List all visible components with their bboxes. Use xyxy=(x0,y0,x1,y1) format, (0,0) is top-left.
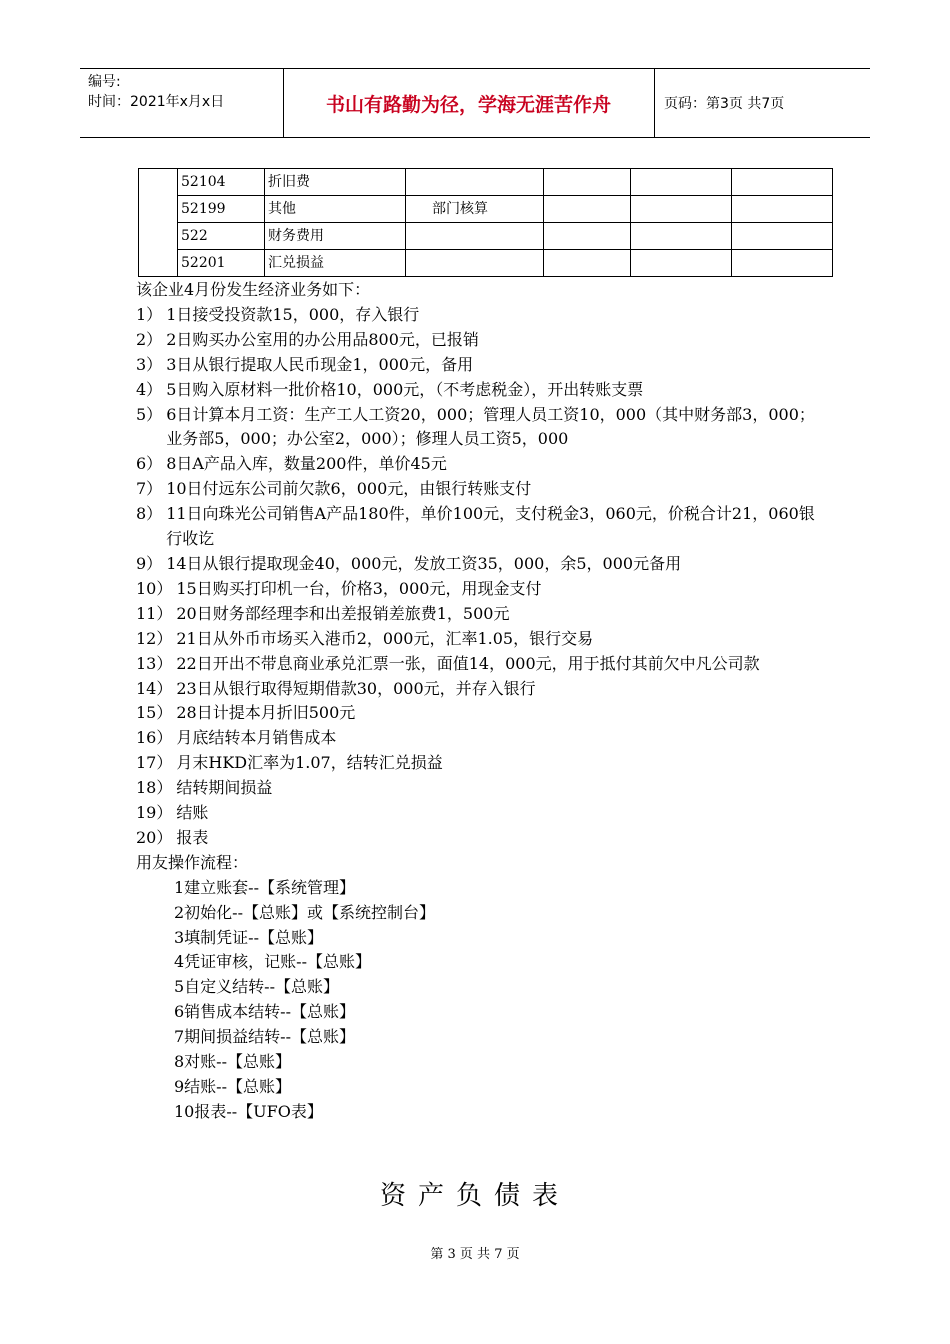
list-item xyxy=(136,751,826,776)
process-step: 1建立账套--【系统管理】 xyxy=(174,877,355,897)
list-item-number: 16） xyxy=(136,728,173,748)
list-item-text: 5日购入原材料一批价格10，000元，（不考虑税金），开出转账支票 xyxy=(166,379,644,399)
list-item xyxy=(136,627,826,652)
list-item-text: 21日从外币市场买入港币2，000元，汇率1.05，银行交易 xyxy=(176,628,594,648)
list-item xyxy=(136,701,826,726)
list-item-number: 4） xyxy=(136,379,163,399)
account-note xyxy=(406,169,544,196)
account-name: 汇兑损益 xyxy=(265,250,406,277)
table-cell xyxy=(732,196,833,223)
list-item-text: 6日计算本月工资：生产工人工资20，000；管理人员工资10，000（其中财务部3，000；业务部5，000；办公室2，000）；修理人员工资5，000 xyxy=(166,404,815,449)
process-step: 9结账--【总账】 xyxy=(174,1077,291,1096)
table-cell xyxy=(544,223,631,250)
header-meta xyxy=(80,69,284,137)
list-item xyxy=(136,677,826,702)
list-item-number: 14） xyxy=(136,678,173,698)
process-title: 用友操作流程： xyxy=(136,852,249,872)
list-item-number: 13） xyxy=(136,653,173,673)
list-item xyxy=(136,726,826,751)
account-code: 52104 xyxy=(178,169,265,196)
list-item xyxy=(136,303,826,328)
list-item-number: 5） xyxy=(136,404,163,424)
list-item-number: 6） xyxy=(136,454,163,474)
table-cell xyxy=(544,250,631,277)
account-name: 其他 xyxy=(265,196,406,223)
list-item-text: 1日接受投资款15，000，存入银行 xyxy=(166,304,420,324)
account-note xyxy=(406,223,544,250)
list-item-number: 12） xyxy=(136,628,173,648)
list-item xyxy=(136,378,826,403)
list-item-number: 19） xyxy=(136,803,173,823)
list-item xyxy=(136,328,826,353)
table-group-cell xyxy=(139,169,178,277)
list-item-text: 23日从银行取得短期借款30，000元，并存入银行 xyxy=(176,678,536,698)
list-item-text: 月底结转本月销售成本 xyxy=(176,728,337,748)
process-step: 2初始化--【总账】或【系统控制台】 xyxy=(174,902,435,922)
table-cell xyxy=(544,169,631,196)
header-page-info: 页码：第3页 共7页 xyxy=(664,96,785,112)
table-row xyxy=(139,250,833,277)
list-item xyxy=(136,502,826,552)
header-page-cell xyxy=(654,69,870,137)
list-item-number: 10） xyxy=(136,578,173,598)
account-note xyxy=(406,250,544,277)
account-code: 52199 xyxy=(178,196,265,223)
transactions-list xyxy=(136,303,826,851)
process-steps-list xyxy=(136,876,826,1125)
process-step: 4凭证审核，记账--【总账】 xyxy=(174,952,371,972)
list-item xyxy=(136,452,826,477)
document-number-label: 编号: xyxy=(88,74,121,90)
table-cell xyxy=(631,250,732,277)
document-time-label: 时间：2021年x月x日 xyxy=(88,94,225,110)
list-item xyxy=(136,776,826,801)
process-step: 8对账--【总账】 xyxy=(174,1052,291,1072)
account-name: 财务费用 xyxy=(265,223,406,250)
list-item-number: 15） xyxy=(136,703,173,723)
process-step: 10报表--【UFO表】 xyxy=(174,1101,323,1121)
table-cell xyxy=(732,223,833,250)
table-cell xyxy=(732,169,833,196)
list-item-number: 7） xyxy=(136,479,163,499)
list-item-number: 11） xyxy=(136,603,173,623)
table-cell xyxy=(631,196,732,223)
list-item-text: 结转期间损益 xyxy=(176,778,273,798)
table-row xyxy=(139,169,833,196)
header-motto: 书山有路勤为径，学海无涯苦作舟 xyxy=(325,94,611,116)
account-code: 52201 xyxy=(178,250,265,277)
list-item-text: 结账 xyxy=(176,803,209,823)
table-row xyxy=(139,196,833,223)
list-item xyxy=(136,552,826,577)
list-item xyxy=(136,353,826,378)
table-row xyxy=(139,223,833,250)
accounts-table xyxy=(138,168,833,277)
list-item-text: 15日购买打印机一台，价格3，000元，用现金支付 xyxy=(176,578,542,598)
process-step: 5自定义结转--【总账】 xyxy=(174,977,339,997)
list-item xyxy=(136,801,826,826)
list-item xyxy=(136,577,826,602)
list-item xyxy=(136,602,826,627)
list-item-number: 1） xyxy=(136,304,163,324)
list-item-text: 11日向珠光公司销售A产品180件，单价100元，支付税金3，060元，价税合计21，060银行收讫 xyxy=(166,504,815,549)
page-header xyxy=(80,68,870,138)
list-item-number: 9） xyxy=(136,553,163,573)
list-item-text: 20日财务部经理李和出差报销差旅费1，500元 xyxy=(176,603,510,623)
list-item-text: 10日付远东公司前欠款6，000元，由银行转账支付 xyxy=(166,479,532,499)
table-cell xyxy=(631,223,732,250)
list-item-text: 8日A产品入库，数量200件，单价45元 xyxy=(166,454,447,474)
list-item-text: 月末HKD汇率为1.07，结转汇兑损益 xyxy=(176,753,443,773)
list-item-number: 17） xyxy=(136,753,173,773)
page-footer: 第 3 页 共 7 页 xyxy=(430,1247,520,1262)
table-cell xyxy=(631,169,732,196)
list-item xyxy=(136,477,826,502)
list-item xyxy=(136,652,826,677)
list-item-text: 3日从银行提取人民币现金1，000元，备用 xyxy=(166,354,474,374)
account-note: 部门核算 xyxy=(406,196,544,223)
list-item-number: 20） xyxy=(136,827,173,847)
process-step: 7期间损益结转--【总账】 xyxy=(174,1027,355,1047)
transactions-intro: 该企业4月份发生经济业务如下： xyxy=(136,280,371,299)
list-item xyxy=(136,403,826,453)
table-cell xyxy=(732,250,833,277)
table-cell xyxy=(544,196,631,223)
document-body xyxy=(136,278,826,1125)
account-code: 522 xyxy=(178,223,265,250)
section-title: 资产负债表 xyxy=(379,1181,570,1211)
list-item-number: 3） xyxy=(136,354,163,374)
list-item xyxy=(136,826,826,851)
list-item-text: 2日购买办公室用的办公用品800元，已报销 xyxy=(166,329,479,349)
list-item-number: 2） xyxy=(136,329,163,349)
list-item-text: 28日计提本月折旧500元 xyxy=(176,703,356,723)
list-item-text: 14日从银行提取现金40，000元，发放工资35，000，余5，000元备用 xyxy=(166,553,682,573)
process-step: 6销售成本结转--【总账】 xyxy=(174,1002,355,1022)
header-motto-cell xyxy=(283,69,655,137)
list-item-number: 8） xyxy=(136,504,163,524)
list-item-text: 报表 xyxy=(176,827,209,847)
account-name: 折旧费 xyxy=(265,169,406,196)
list-item-text: 22日开出不带息商业承兑汇票一张，面值14，000元，用于抵付其前欠中凡公司款 xyxy=(176,653,760,673)
list-item-number: 18） xyxy=(136,778,173,798)
process-step: 3填制凭证--【总账】 xyxy=(174,927,323,947)
